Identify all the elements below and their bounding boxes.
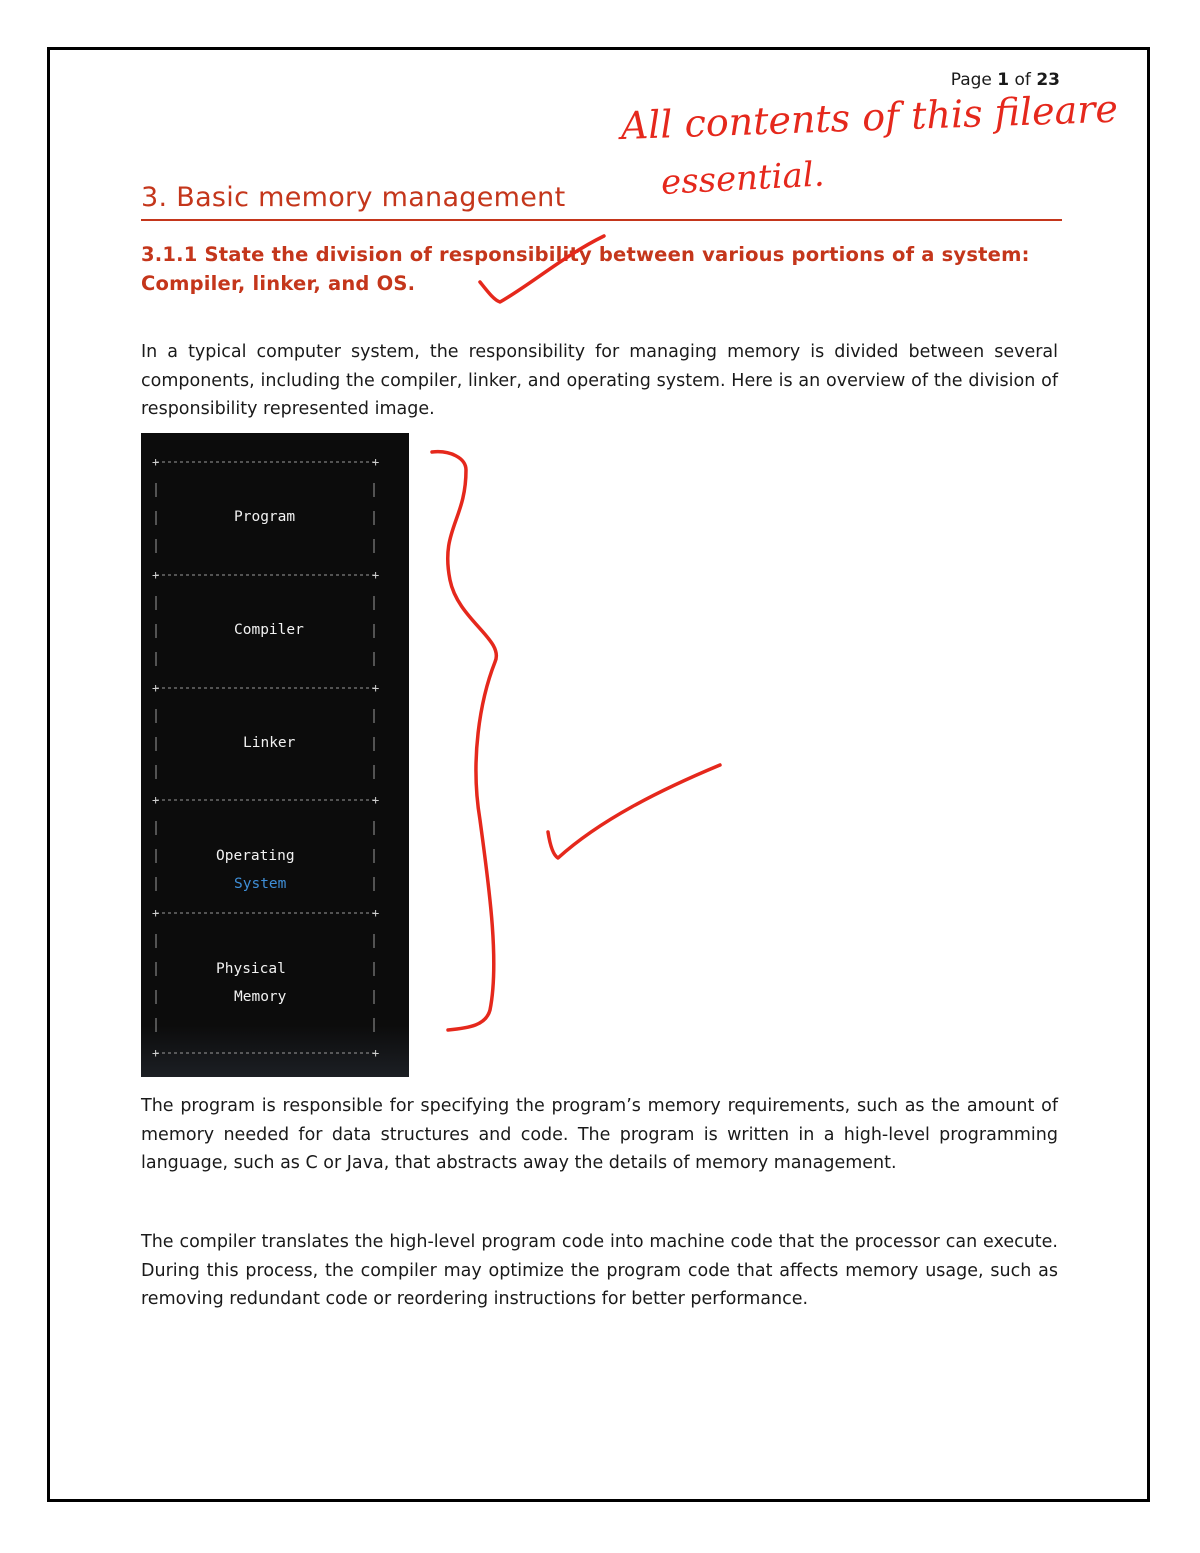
handwritten-note-line1: All contents of this fileare [620, 86, 1119, 148]
checkmark-ink [480, 236, 604, 302]
box-label-memory: Memory [234, 989, 287, 1005]
corner-plus: + [372, 681, 380, 695]
program-paragraph: The program is responsible for specifying the program’s memory requirements, such as the amount of memory needed for data structures and code. The program is written in a high-level programming language, such as C or Java, that abstracts away the details of memory management. [141, 1096, 1058, 1173]
box-label-system: System [234, 876, 287, 892]
page-label: Page [950, 70, 992, 90]
corner-plus: + [152, 906, 160, 920]
box-label-compiler: Compiler [234, 622, 304, 638]
corner-plus: + [152, 681, 160, 695]
corner-plus: + [152, 1046, 160, 1060]
corner-plus: + [152, 568, 160, 582]
page-current: 1 [997, 70, 1010, 90]
corner-plus: + [372, 1046, 380, 1060]
page-total: 23 [1036, 70, 1060, 90]
subsection-title: 3.1.1 State the division of responsibility between various portions of a system: Compiler, linker, and OS. [141, 243, 1030, 295]
box-label-program: Program [234, 509, 296, 525]
box-label-operating: Operating [216, 848, 295, 864]
compiler-paragraph: The compiler translates the high-level program code into machine code that the processor can execute. During this process, the compiler may optimize the program code that affects memory usage, such as removing redundant code or reordering instructions for better performance. [141, 1232, 1058, 1309]
section-title: 3. Basic memory management [141, 182, 566, 213]
checkmark-ink [548, 765, 720, 858]
intro-paragraph: In a typical computer system, the responsibility for managing memory is divided between several components, including the compiler, linker, and operating system. Here is an overview of the division of responsibility represented image. [141, 342, 1058, 419]
corner-plus: + [152, 455, 160, 469]
corner-plus: + [372, 793, 380, 807]
corner-plus: + [372, 906, 380, 920]
curly-brace-ink [432, 452, 496, 1030]
corner-plus: + [372, 568, 380, 582]
page-of: of [1014, 70, 1031, 90]
corner-plus: + [372, 455, 380, 469]
box-label-physical: Physical [216, 961, 286, 977]
corner-plus: + [152, 793, 160, 807]
box-label-linker: Linker [243, 735, 296, 751]
handwritten-note-line2: essential. [660, 154, 826, 203]
